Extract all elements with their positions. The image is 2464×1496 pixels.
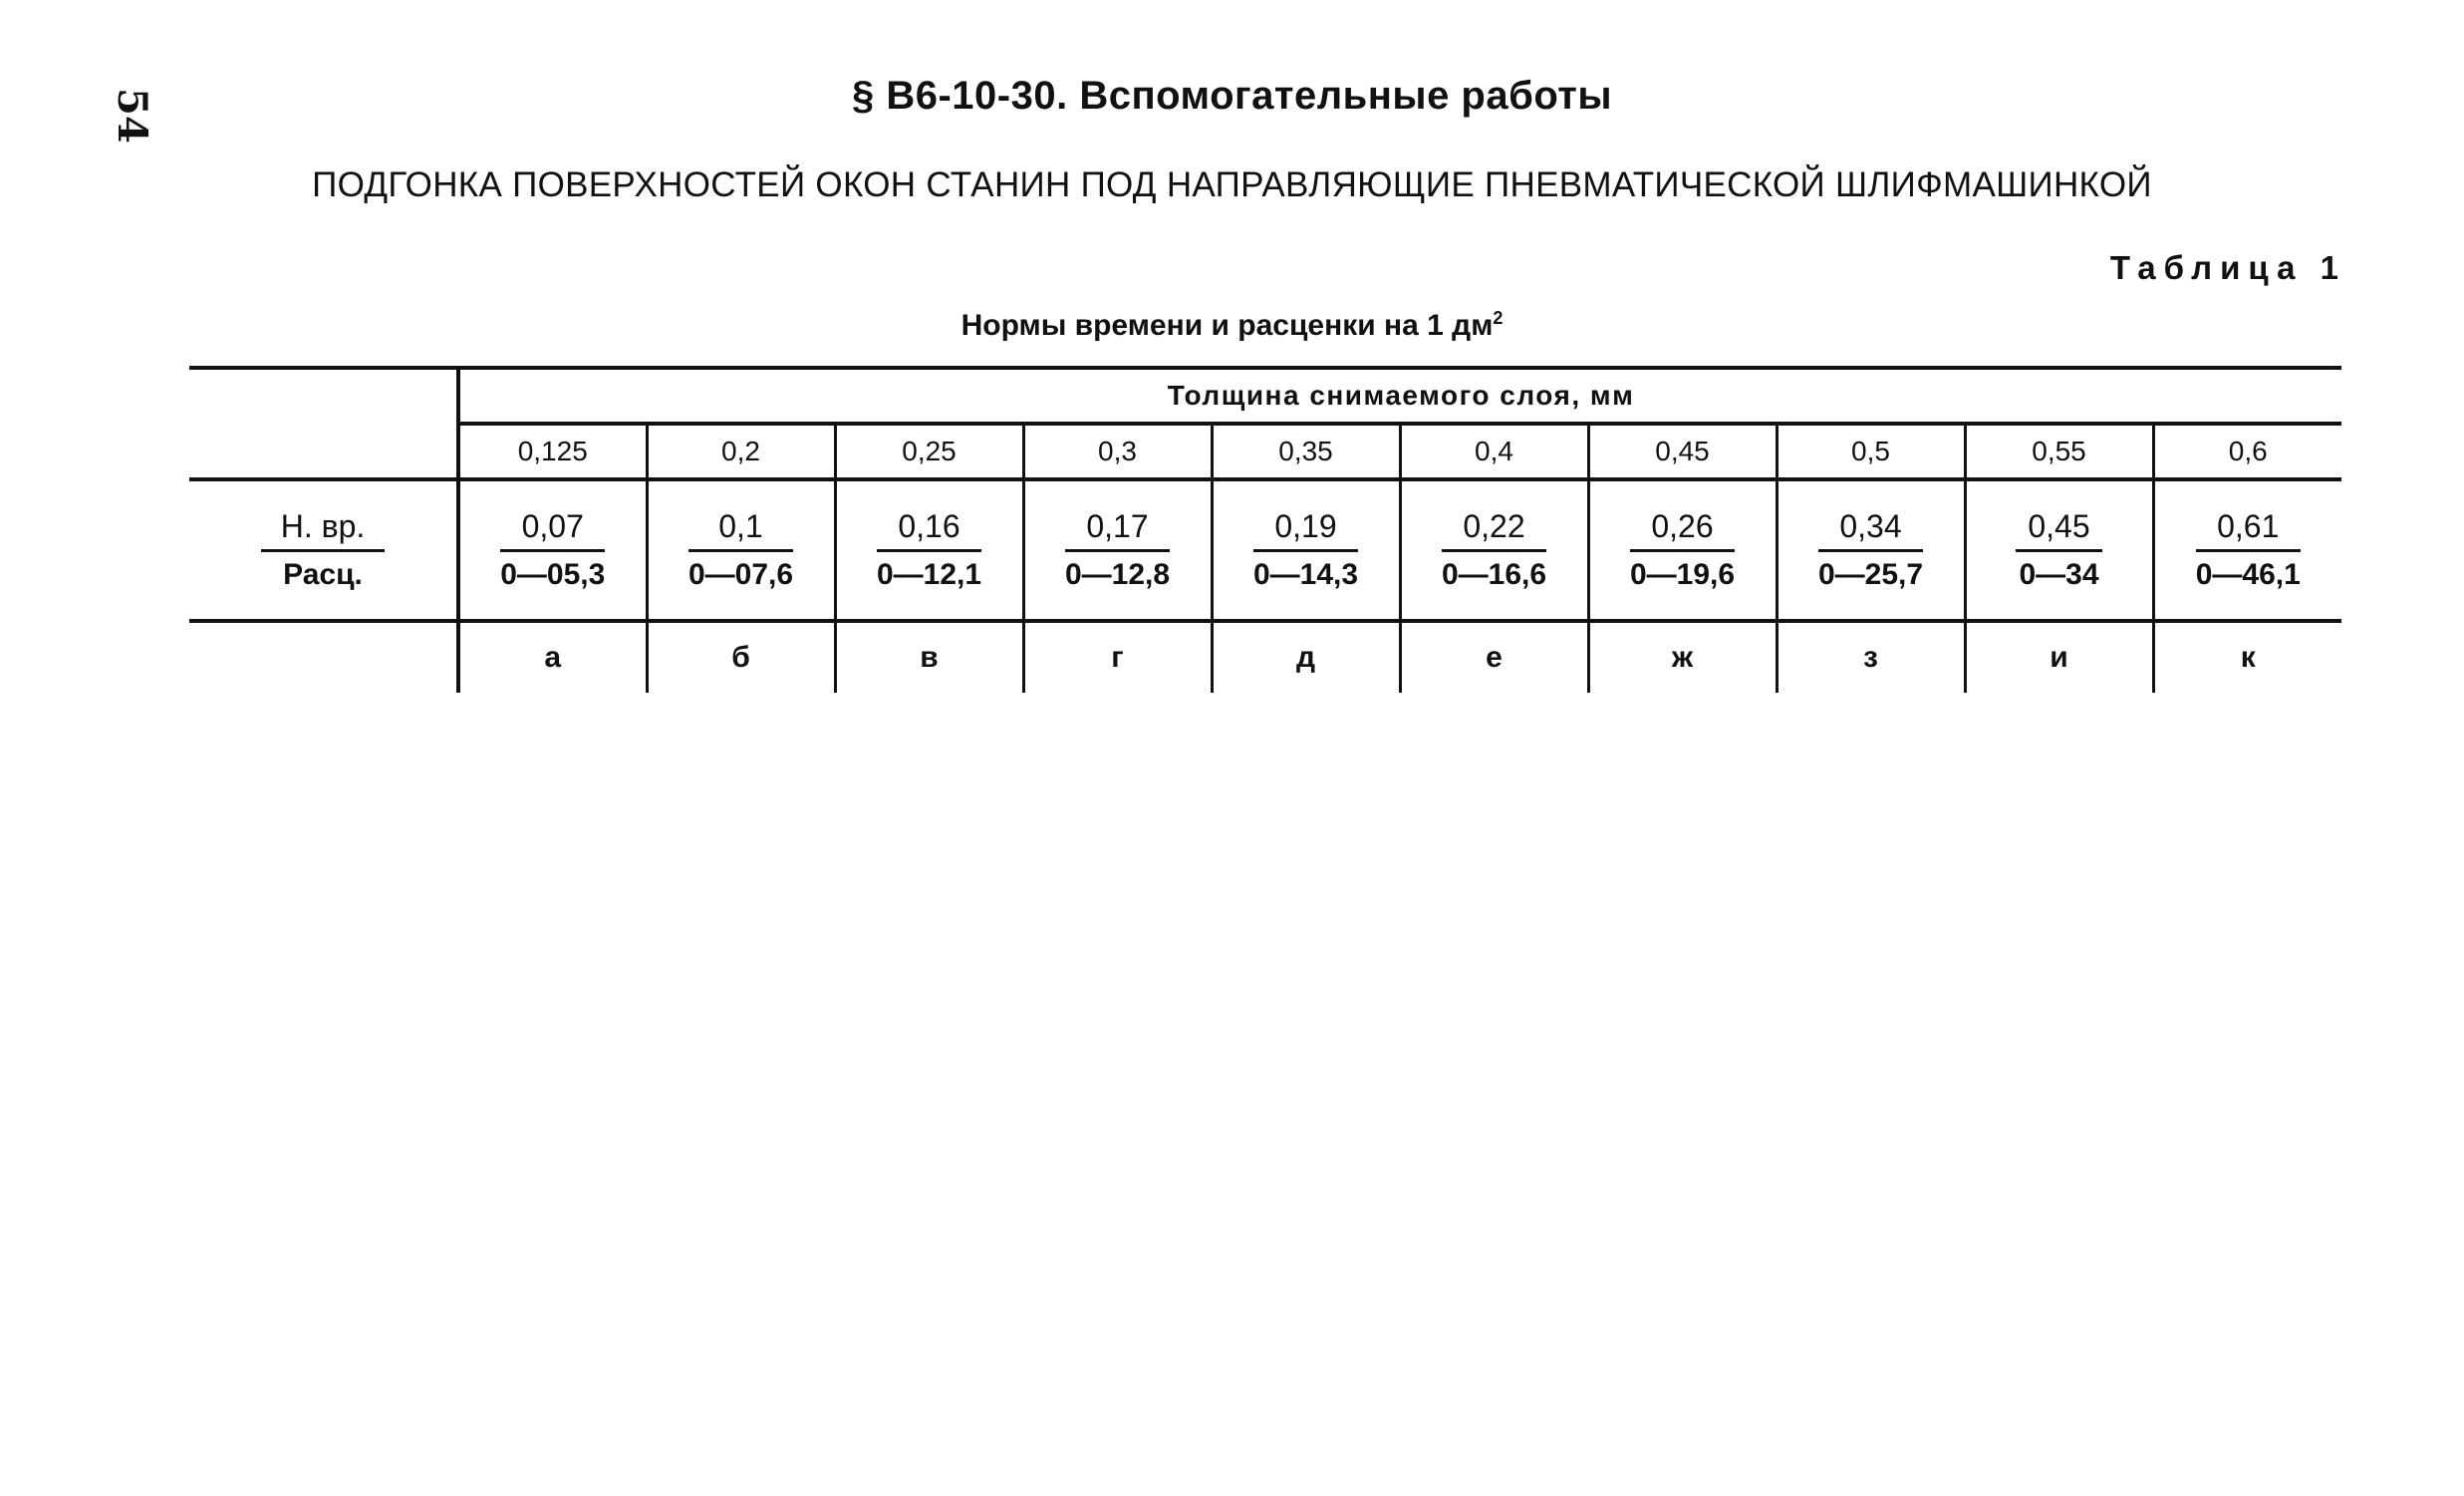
rate: 0—46,1: [2195, 557, 2301, 591]
thickness-cell: 0,5: [1777, 424, 1965, 479]
norm-cell: [647, 479, 835, 621]
table-caption-superscript: 2: [1493, 308, 1504, 328]
norm-fraction: [2016, 508, 2101, 592]
norm-fraction: [1442, 508, 1546, 592]
column-letters-row: [189, 621, 2341, 693]
group-header: Толщина снимаемого слоя, мм: [458, 368, 2341, 424]
norm-cell: [835, 479, 1023, 621]
norm-cell: [1777, 479, 1965, 621]
rate: 0—14,3: [1252, 557, 1359, 591]
rate: 0—12,8: [1064, 557, 1171, 591]
corner-cell: [189, 368, 458, 479]
time-norm: 0,22: [1442, 508, 1546, 552]
norms-row: [189, 479, 2341, 621]
thickness-cell: 0,4: [1400, 424, 1588, 479]
thickness-cell: 0,3: [1023, 424, 1212, 479]
time-norm: 0,26: [1630, 508, 1735, 552]
thickness-cell: 0,25: [835, 424, 1023, 479]
row-header-fraction: [261, 508, 386, 592]
page-number: 54: [108, 88, 155, 144]
table-caption-text: Нормы времени и расценки на 1 дм: [960, 309, 1494, 342]
norm-cell: [1588, 479, 1777, 621]
time-norm: 0,19: [1253, 508, 1358, 552]
norm-cell: [1400, 479, 1588, 621]
norm-fraction: [1253, 508, 1358, 592]
column-letter: и: [1965, 621, 2153, 693]
thickness-cell: 0,2: [647, 424, 835, 479]
thickness-cell: 0,45: [1588, 424, 1777, 479]
norm-fraction: [1630, 508, 1735, 592]
thickness-cell: 0,6: [2153, 424, 2341, 479]
norm-fraction: [688, 508, 793, 592]
rate: 0—07,6: [687, 557, 794, 591]
row-header-cell: [189, 479, 458, 621]
row-header-denominator: Расц.: [283, 557, 363, 591]
norm-fraction: [877, 508, 981, 592]
norm-cell: [1212, 479, 1400, 621]
group-header-row: [189, 368, 2341, 424]
norm-fraction: [500, 508, 605, 592]
column-letter: в: [835, 621, 1023, 693]
column-letter: д: [1212, 621, 1400, 693]
column-letter: к: [2153, 621, 2341, 693]
column-letter: г: [1023, 621, 1212, 693]
thickness-row: [189, 424, 2341, 479]
thickness-cell: 0,55: [1965, 424, 2153, 479]
norm-cell: [458, 479, 647, 621]
table-caption: [0, 309, 2464, 343]
column-letter: з: [1777, 621, 1965, 693]
column-letter: а: [458, 621, 647, 693]
time-norm: 0,61: [2196, 508, 2301, 552]
letters-row-blank: [189, 621, 458, 693]
time-norm: 0,1: [688, 508, 793, 552]
row-header-numerator: Н. вр.: [261, 508, 386, 552]
norm-fraction: [1065, 508, 1170, 592]
rate: 0—34: [2019, 557, 2099, 591]
column-letter: ж: [1588, 621, 1777, 693]
thickness-cell: 0,125: [458, 424, 647, 479]
rate: 0—05,3: [500, 557, 606, 591]
rate: 0—19,6: [1629, 557, 1736, 591]
time-norm: 0,16: [877, 508, 981, 552]
norm-cell: [1023, 479, 1212, 621]
rate: 0—25,7: [1817, 557, 1924, 591]
norm-cell: [1965, 479, 2153, 621]
time-norm: 0,17: [1065, 508, 1170, 552]
section-title: § В6-10-30. Вспомогательные работы: [851, 74, 1613, 118]
column-letter: е: [1400, 621, 1588, 693]
time-norm: 0,34: [1818, 508, 1923, 552]
rate: 0—16,6: [1441, 557, 1547, 591]
table-label: Таблица 1: [2109, 249, 2346, 286]
rate: 0—12,1: [876, 557, 982, 591]
norms-table: [189, 366, 2341, 693]
norm-fraction: [1818, 508, 1923, 592]
norm-fraction: [2196, 508, 2301, 592]
work-title: ПОДГОНКА ПОВЕРХНОСТЕЙ ОКОН СТАНИН ПОД НАПРАВЛЯЮЩИЕ ПНЕВМАТИЧЕСКОЙ ШЛИФМАШИНКОЙ: [312, 165, 2152, 204]
norm-cell: [2153, 479, 2341, 621]
thickness-cell: 0,35: [1212, 424, 1400, 479]
time-norm: 0,45: [2016, 508, 2101, 552]
column-letter: б: [647, 621, 835, 693]
time-norm: 0,07: [500, 508, 605, 552]
